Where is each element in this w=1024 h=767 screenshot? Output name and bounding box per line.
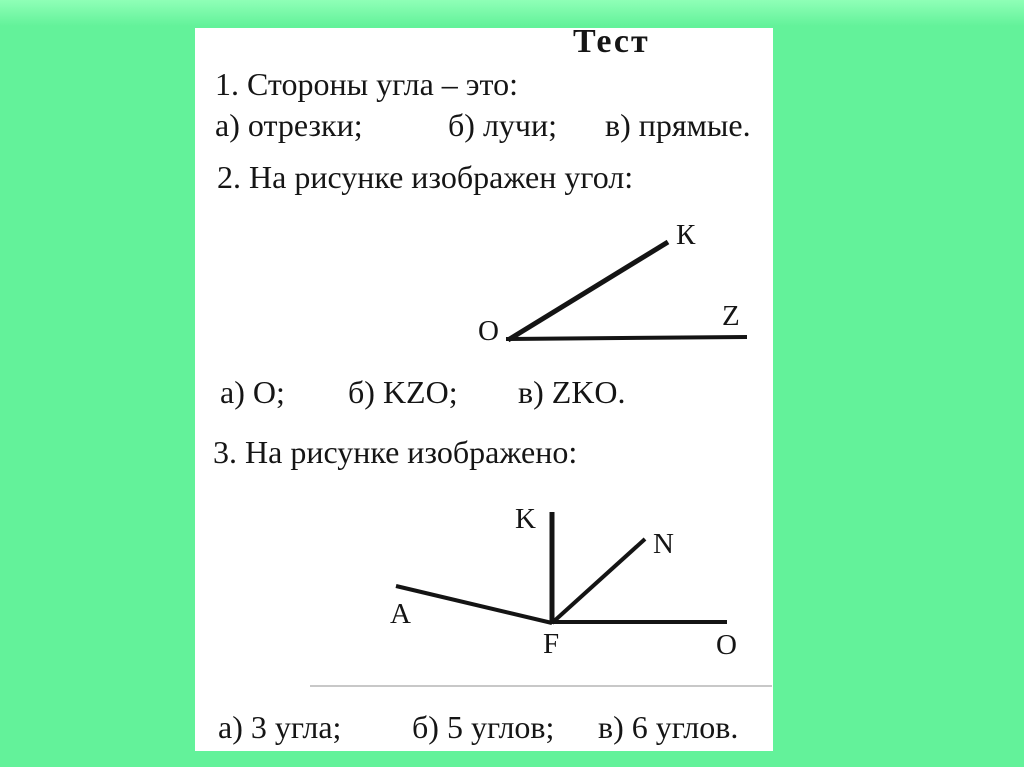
question-2-answer-a: а) О; [220,374,285,410]
diagram1-label-K: К [676,219,696,251]
question-2-text: 2. На рисунке изображен угол: [217,159,634,195]
question-3-answer-a: а) 3 угла; [218,709,342,745]
question-1-answer-a: а) отрезки; [215,107,363,143]
question-3-text: 3. На рисунке изображено: [213,434,578,470]
page-title: Тест [573,23,650,60]
diagram2-label-A: A [390,598,411,630]
diagram2-ray-FA [396,586,552,623]
diagram2-ray-FN [552,539,645,623]
question-1-answer-b: б) лучи; [448,107,558,143]
diagram1-ray-OZ [506,337,747,339]
question-3-answer-c: в) 6 углов. [598,709,739,745]
diagram1-label-O: О [478,315,499,347]
question-2-answer-c: в) ZKO. [518,374,626,410]
question-1-answer-c: в) прямые. [605,107,751,143]
diagram2-label-O: O [716,629,737,661]
diagram1-label-Z: Z [722,300,740,332]
question-2-answer-b: б) KZO; [348,374,458,410]
diagram1-ray-OK [508,242,668,340]
diagram2-label-K: K [515,503,536,535]
question-3-answer-b: б) 5 углов; [412,709,555,745]
diagram2-label-F: F [543,628,560,660]
angle-diagram-1 [440,205,775,355]
question-1-text: 1. Стороны угла – это: [215,66,518,102]
angle-diagram-2 [380,490,745,665]
diagram2-label-N: N [653,528,674,560]
separator-line [310,685,772,687]
